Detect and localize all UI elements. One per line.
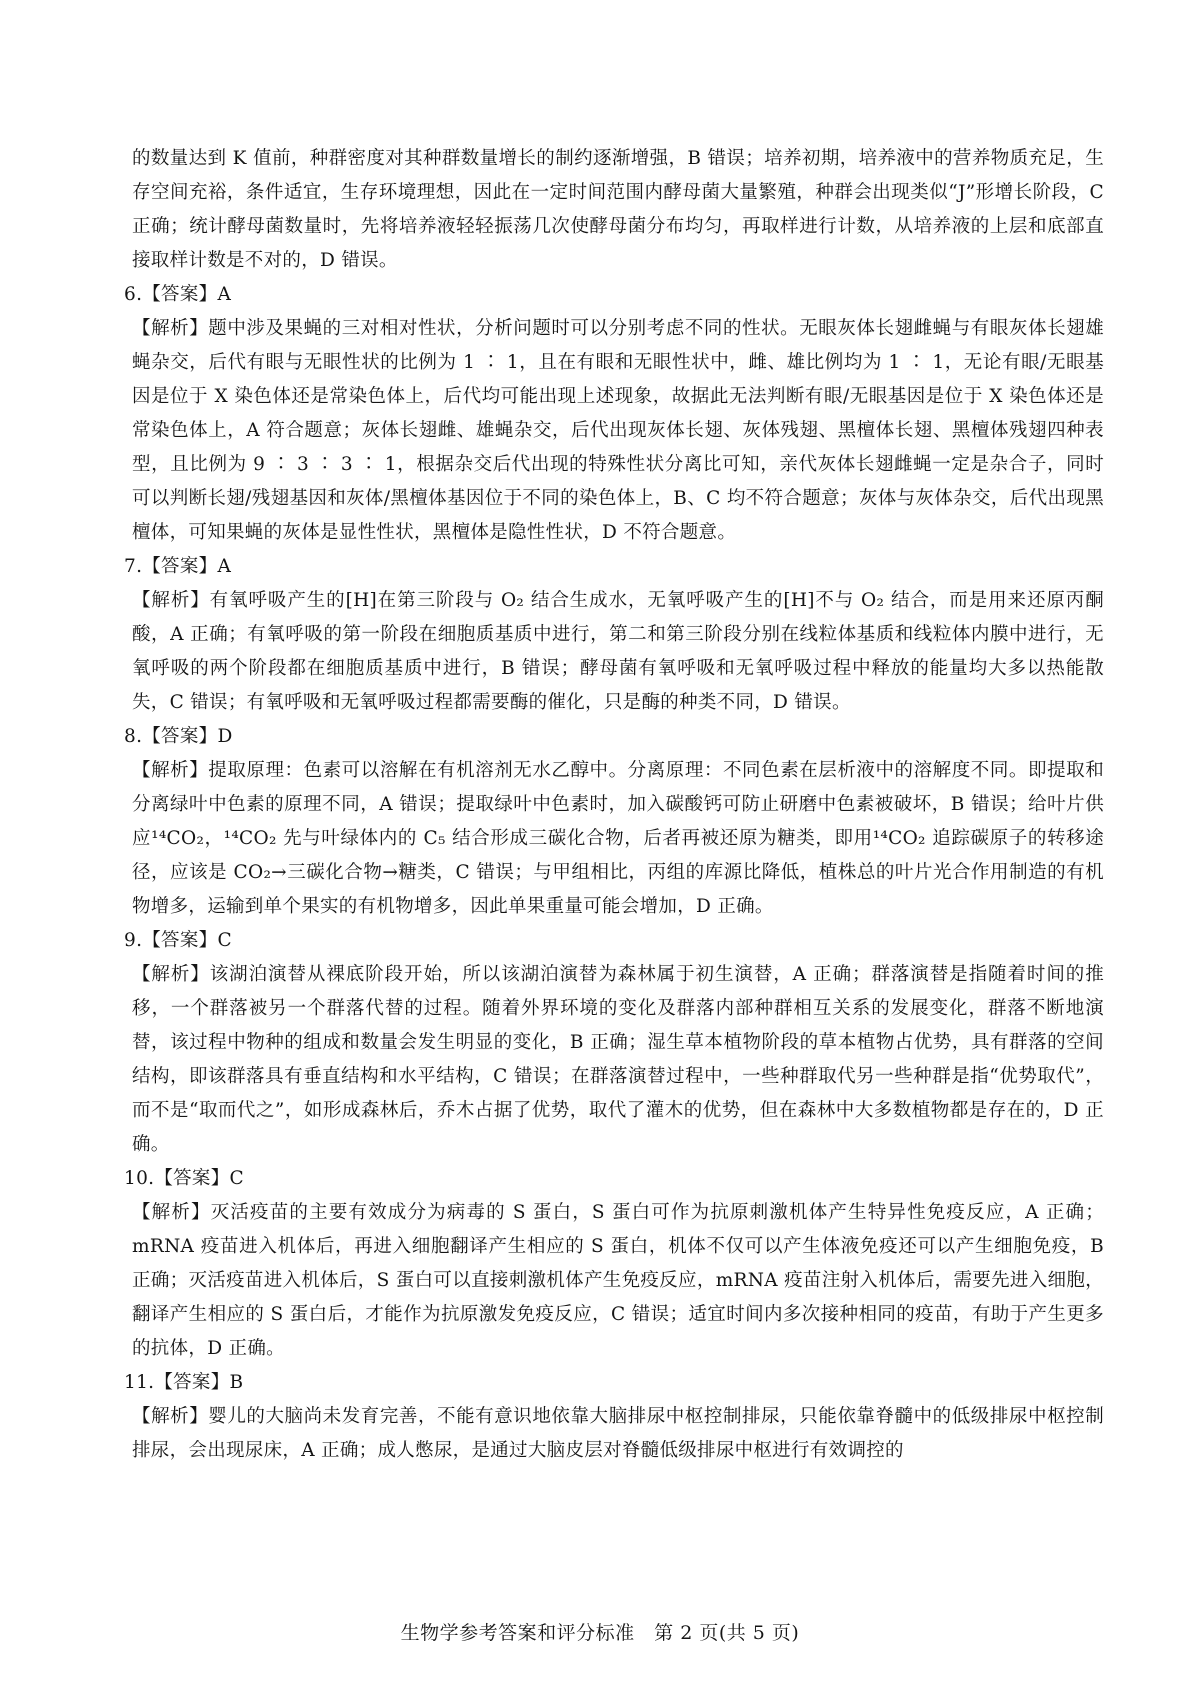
paragraph-q5-continued: 的数量达到 K 值前，种群密度对其种群数量增长的制约逐渐增强，B 错误；培养初期，培养液中的营养物质充足，生存空间充裕，条件适宜，生存环境理想，因此在一定时间范围内酵母菌大量繁殖，种群会出现类似“J”形增长阶段，C 正确；统计酵母菌数量时，先将培养液轻轻振荡几次使酵母菌分布均匀，再取样进行计数，从培养液的上层和底部直接取样计数是不对的，D 错误。 — [132, 148, 1104, 271]
explanation-10: 【解析】灭活疫苗的主要有效成分为病毒的 S 蛋白，S 蛋白可作为抗原刺激机体产生特异性免疫反应，A 正确；mRNA 疫苗进入机体后，再进入细胞翻译产生相应的 S 蛋白，机体不仅可以产生体液免疫还可以产生细胞免疫，B 正确；灭活疫苗进入机体后，S 蛋白可以直接刺激机体产生免疫反应，mRNA 疫苗注射入机体后，需要先进入细胞，翻译产生相应的 S 蛋白后，才能作为抗原激发免疫反应，C 错误；适宜时间内多次接种相同的疫苗，有助于产生更多的抗体，D 正确。 — [132, 1202, 1104, 1359]
page-footer: 生物学参考答案和评分标准 第 2 页(共 5 页) — [400, 1622, 800, 1644]
answer-content — [124, 142, 1104, 1468]
answer-heading-10: 10.【答案】C — [124, 1168, 244, 1189]
answer-heading-7: 7.【答案】A — [124, 556, 232, 577]
explanation-6: 【解析】题中涉及果蝇的三对相对性状，分析问题时可以分别考虑不同的性状。无眼灰体长翅雌蝇与有眼灰体长翅雄蝇杂交，后代有眼与无眼性状的比例为 1 ∶ 1，且在有眼和无眼性状中，雌、雄比例均为 1 ∶ 1，无论有眼/无眼基因是位于 X 染色体还是常染色体上，后代均可能出现上述现象，故据此无法判断有眼/无眼基因是位于 X 染色体还是常染色体上，A 符合题意；灰体长翅雌、雄蝇杂交，后代出现灰体长翅、灰体残翅、黑檀体长翅、黑檀体残翅四种表型，且比例为 9 ∶ 3 ∶ 3 ∶ 1，根据杂交后代出现的特殊性状分离比可知，亲代灰体长翅雌蝇一定是杂合子，同时可以判断长翅/残翅基因和灰体/黑檀体基因位于不同的染色体上，B、C 均不符合题意；灰体与灰体杂交，后代出现黑檀体，可知果蝇的灰体是显性性状，黑檀体是隐性性状，D 不符合题意。 — [132, 318, 1104, 543]
answer-heading-11: 11.【答案】B — [124, 1372, 244, 1393]
answer-heading-6: 6.【答案】A — [124, 284, 232, 305]
explanation-7: 【解析】有氧呼吸产生的[H]在第三阶段与 O₂ 结合生成水，无氧呼吸产生的[H]不与 O₂ 结合，而是用来还原丙酮酸，A 正确；有氧呼吸的第一阶段在细胞质基质中进行，第二和第三阶段分别在线粒体基质和线粒体内膜中进行，无氧呼吸的两个阶段都在细胞质基质中进行，B 错误；酵母菌有氧呼吸和无氧呼吸过程中释放的能量均大多以热能散失，C 错误；有氧呼吸和无氧呼吸过程都需要酶的催化，只是酶的种类不同，D 错误。 — [132, 590, 1104, 713]
explanation-9: 【解析】该湖泊演替从裸底阶段开始，所以该湖泊演替为森林属于初生演替，A 正确；群落演替是指随着时间的推移，一个群落被另一个群落代替的过程。随着外界环境的变化及群落内部种群相互关系的发展变化，群落不断地演替，该过程中物种的组成和数量会发生明显的变化，B 正确；湿生草本植物阶段的草本植物占优势，具有群落的空间结构，即该群落具有垂直结构和水平结构，C 错误；在群落演替过程中，一些种群取代另一些种群是指“优势取代”，而不是“取而代之”，如形成森林后，乔木占据了优势，取代了灌木的优势，但在森林中大多数植物都是存在的，D 正确。 — [132, 964, 1104, 1155]
explanation-11: 【解析】婴儿的大脑尚未发育完善，不能有意识地依靠大脑排尿中枢控制排尿，只能依靠脊髓中的低级排尿中枢控制排尿，会出现尿床，A 正确；成人憋尿，是通过大脑皮层对脊髓低级排尿中枢进行有效调控的 — [132, 1406, 1104, 1461]
answer-heading-8: 8.【答案】D — [124, 726, 233, 747]
answer-heading-9: 9.【答案】C — [124, 930, 232, 951]
explanation-8: 【解析】提取原理：色素可以溶解在有机溶剂无水乙醇中。分离原理：不同色素在层析液中的溶解度不同。即提取和分离绿叶中色素的原理不同，A 错误；提取绿叶中色素时，加入碳酸钙可防止研磨中色素被破坏，B 错误；给叶片供应¹⁴CO₂，¹⁴CO₂ 先与叶绿体内的 C₅ 结合形成三碳化合物，后者再被还原为糖类，即用¹⁴CO₂ 追踪碳原子的转移途径，应该是 CO₂→三碳化合物→糖类，C 错误；与甲组相比，丙组的库源比降低，植株总的叶片光合作用制造的有机物增多，运输到单个果实的有机物增多，因此单果重量可能会增加，D 正确。 — [132, 760, 1104, 917]
